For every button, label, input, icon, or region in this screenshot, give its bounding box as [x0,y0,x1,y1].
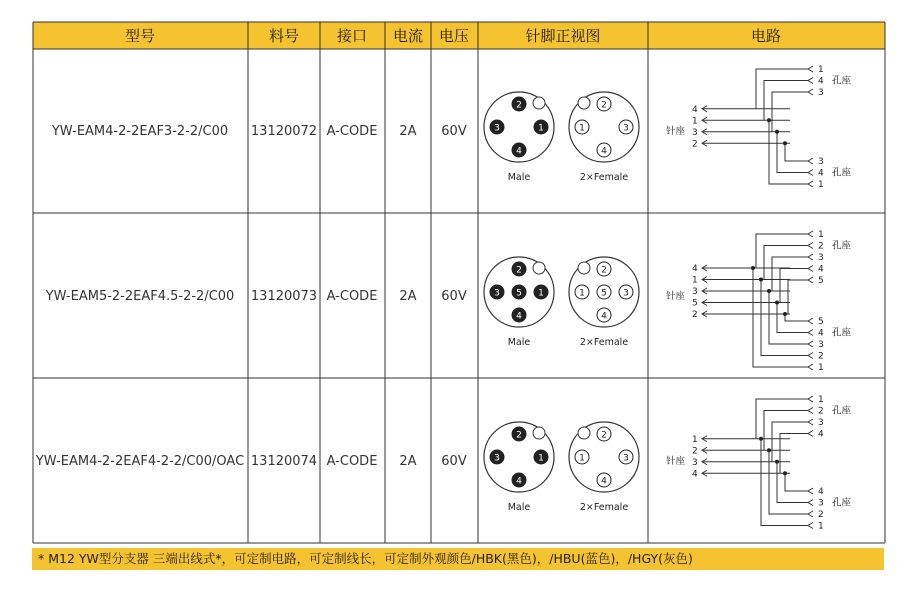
keyway-notch [578,262,590,274]
bottom-pin-number: 4 [818,487,824,497]
arrow-mark [808,277,813,283]
top-pin-number: 1 [818,230,824,240]
left-pin-number: 5 [692,298,698,309]
arrow-mark [808,364,813,370]
top-pin-number: 4 [818,76,824,87]
arrow-mark [808,78,813,84]
bottom-wire [769,450,808,514]
row1-voltage: 60V [441,124,467,139]
male-label: Male [507,337,531,348]
top-wire [772,422,808,462]
row3-current: 2A [399,454,417,469]
pin-number: 1 [579,288,585,299]
male-connector-icon [484,92,554,162]
row3-model: YW-EAM4-2-2EAF4-2-2/C00/OAC [35,454,245,469]
pin-number: 1 [579,123,585,134]
bottom-pin-number: 4 [818,168,824,179]
bottom-wire [785,314,808,321]
male-connector-icon [484,257,554,327]
bottom-pin-number: 1 [818,363,824,373]
arrow-mark [808,181,813,187]
pin-number: 3 [494,123,500,134]
pin-number: 4 [601,146,607,157]
header-model: 型号 [124,27,156,45]
left-pin-number: 1 [692,275,698,286]
pin-number: 5 [516,288,522,299]
bottom-pin-number: 3 [818,157,824,167]
row2-interface: A-CODE [326,289,378,304]
junction-dot [783,141,787,145]
arrow-mark [808,243,813,249]
junction-dot [759,278,763,282]
bottom-pin-number: 3 [818,340,824,350]
arrow-mark [808,318,813,324]
left-pin-number: 1 [692,434,698,445]
bottom-pin-number: 3 [818,498,824,509]
hole-seat-label-bottom: 孔座 [832,327,852,339]
male-label: Male [507,502,531,513]
pin-number: 2 [601,100,607,111]
left-pin-number: 4 [692,104,698,115]
top-wire [780,434,808,474]
bottom-wire [785,143,808,161]
arrow-mark [808,431,813,437]
bottom-wire [777,303,808,333]
keyway-notch [533,262,545,274]
pin-number: 5 [601,288,607,299]
arrow-mark [808,341,813,347]
row1-current: 2A [399,124,417,139]
header-part: 料号 [268,27,300,45]
female-label: 2×Female [579,337,629,348]
pin-seat-label: 针座 [666,291,686,302]
pin-number: 3 [494,453,500,464]
top-wire [788,280,808,314]
bottom-wire [777,462,808,503]
junction-dot [783,471,787,475]
pin-number: 2 [516,430,522,441]
top-pin-number: 3 [818,253,824,263]
top-pin-number: 2 [818,406,824,417]
top-wire [764,411,808,451]
junction-dot [751,266,755,270]
left-pin-number: 2 [692,139,698,150]
pin-number: 2 [601,430,607,441]
top-pin-number: 3 [818,418,824,428]
arrow-mark [808,170,813,176]
junction-dot [767,118,771,122]
arrow-mark [808,89,813,95]
pin-number: 2 [516,265,522,276]
top-wire [780,269,808,303]
row2-voltage: 60V [441,289,467,304]
hole-seat-label-top: 孔座 [832,405,852,417]
bottom-wire [785,473,808,491]
junction-dot [767,448,771,452]
keyway-notch [578,97,590,109]
row1-interface: A-CODE [326,124,378,139]
left-pin-number: 2 [692,446,698,457]
bottom-wire [777,132,808,173]
junction-dot [767,289,771,293]
top-pin-number: 1 [818,65,824,75]
junction-dot [759,437,763,441]
keyway-notch [533,97,545,109]
pin-number: 3 [623,123,629,134]
male-connector-icon [484,422,554,492]
row2-part: 13120073 [250,289,318,304]
bottom-pin-number: 1 [818,521,824,532]
circuit-diagram-3 [666,395,852,532]
footnote-bar: * M12 YW型分支器 三端出线式*，可定制电路，可定制线长，可定制外观颜色/HBK(黑色)，/HBU(蓝色)，/HGY(灰色) [32,548,884,570]
hole-seat-label-top: 孔座 [832,75,852,87]
left-pin-number: 3 [692,457,698,468]
bottom-pin-number: 4 [818,328,824,339]
female-connector-icon [569,92,639,162]
left-pin-number: 1 [692,116,698,127]
top-pin-number: 2 [818,241,824,252]
pin-number: 4 [516,146,522,157]
pin-number: 4 [601,311,607,322]
pin-seat-label: 针座 [666,456,686,467]
arrow-mark [808,266,813,272]
female-connector-icon [569,422,639,492]
circuit-diagram-2 [666,230,852,373]
junction-dot [775,301,779,305]
keyway-notch [578,427,590,439]
header-interface: 接口 [336,27,368,45]
arrow-mark [808,523,813,529]
arrow-mark [808,511,813,517]
arrow-mark [808,231,813,237]
pin-number: 4 [516,476,522,487]
female-connector-icon [569,257,639,327]
arrow-mark [808,254,813,260]
left-pin-number: 3 [692,287,698,297]
arrow-mark [808,330,813,336]
row3-part: 13120074 [250,454,318,469]
arrow-mark [808,158,813,164]
junction-dot [775,130,779,134]
top-wire [764,81,808,121]
row3-voltage: 60V [441,454,467,469]
pin-number: 2 [516,100,522,111]
header-pin-view: 针脚正视图 [525,27,601,45]
bottom-pin-number: 2 [818,351,824,362]
hole-seat-label-bottom: 孔座 [832,497,852,509]
arrow-mark [808,408,813,414]
left-pin-number: 4 [692,469,698,480]
left-pin-number: 4 [692,264,698,274]
arrow-mark [808,66,813,72]
female-label: 2×Female [579,172,629,183]
row1-model: YW-EAM4-2-2EAF3-2-2/C00 [51,124,229,139]
pin-number: 3 [494,288,500,299]
header-current: 电流 [392,27,424,45]
pin-number: 1 [538,288,544,299]
top-wire [772,92,808,132]
arrow-mark [808,488,813,494]
top-pin-number: 4 [818,264,824,275]
pin-number: 1 [538,453,544,464]
pin-seat-label: 针座 [666,126,686,137]
header-voltage: 电压 [438,27,470,45]
junction-dot [783,312,787,316]
top-wire [772,257,808,291]
hole-seat-label-bottom: 孔座 [832,167,852,179]
keyway-notch [533,427,545,439]
bottom-pin-number: 1 [818,180,824,190]
row2-current: 2A [399,289,417,304]
top-pin-number: 5 [818,276,824,286]
hole-seat-label-top: 孔座 [832,240,852,252]
row1-part: 13120072 [250,124,318,139]
left-pin-number: 3 [692,127,698,138]
pin-number: 2 [601,265,607,276]
circuit-diagram-1 [666,65,852,190]
pin-number: 1 [579,453,585,464]
pin-number: 1 [538,123,544,134]
header-circuit: 电路 [750,27,782,45]
pin-number: 3 [623,453,629,464]
top-pin-number: 3 [818,88,824,98]
arrow-mark [808,500,813,506]
row2-model: YW-EAM5-2-2EAF4.5-2-2/C00 [45,289,235,304]
arrow-mark [808,396,813,402]
bottom-pin-number: 2 [818,510,824,520]
male-label: Male [507,172,531,183]
pin-number: 4 [516,311,522,322]
pin-number: 3 [623,288,629,299]
junction-dot [775,460,779,464]
top-pin-number: 1 [818,395,824,405]
row3-interface: A-CODE [326,454,378,469]
pin-number: 4 [601,476,607,487]
bottom-wire [769,120,808,184]
top-pin-number: 4 [818,429,824,440]
bottom-pin-number: 5 [818,317,824,327]
arrow-mark [808,419,813,425]
arrow-mark [808,353,813,359]
left-pin-number: 2 [692,310,698,320]
top-wire [764,246,808,280]
female-label: 2×Female [579,502,629,513]
